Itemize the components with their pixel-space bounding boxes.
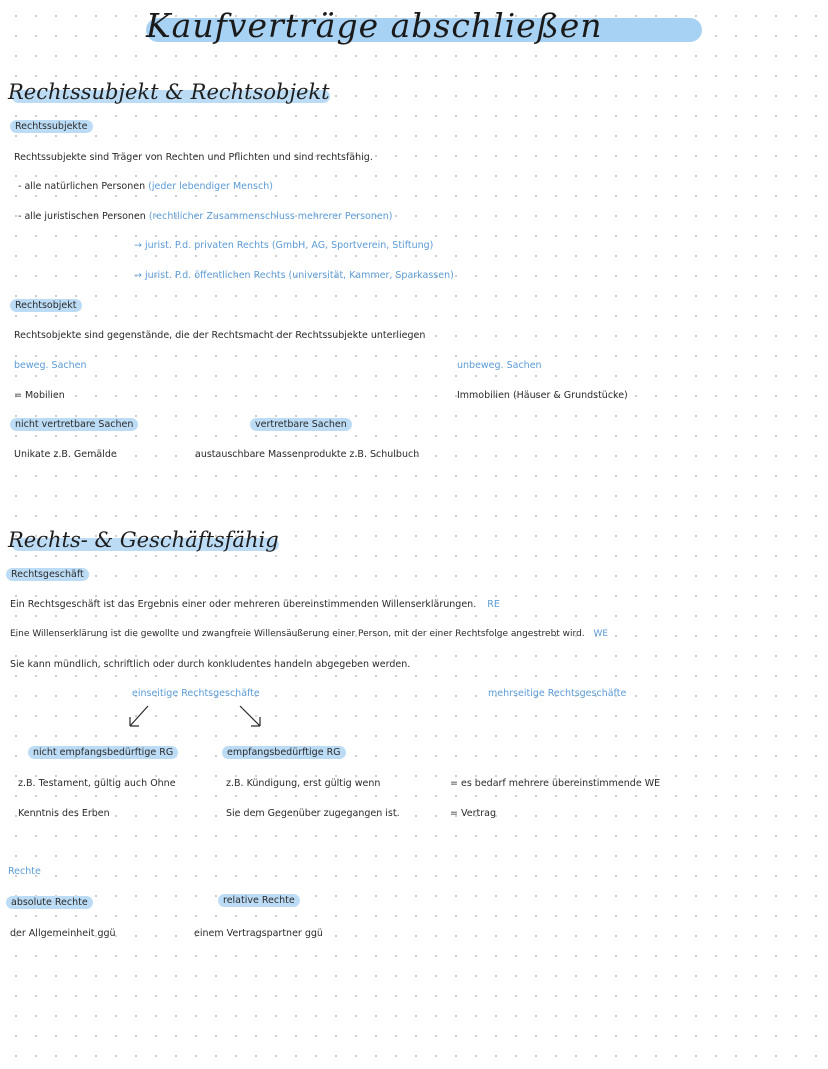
multilateral-example-1: = es bedarf mehrere übereinstimmende WE bbox=[450, 778, 661, 789]
movable-value: = Mobilien bbox=[14, 390, 65, 401]
declaration-definition: Eine Willenserklärung ist die gewollte und zwangfreie Willensäußerung einer Person, mit der einer Rechtsfolge angestrebt wird. WE bbox=[10, 629, 609, 639]
label-absolute-rights: absolute Rechte bbox=[6, 896, 93, 909]
non-fungible-example: Unikate z.B. Gemälde bbox=[14, 449, 117, 460]
label-relative-rights: relative Rechte bbox=[218, 894, 300, 907]
section-heading-rechtssubjekt: Rechtssubjekt & Rechtsobjekt bbox=[8, 80, 330, 104]
immovable-value: Immobilien (Häuser & Grundstücke) bbox=[457, 390, 628, 401]
section-heading-geschaeftsfaehig: Rechts- & Geschäftsfähig bbox=[8, 528, 279, 552]
relative-rights-example: einem Vertragspartner ggü bbox=[194, 928, 323, 939]
immovable-label: unbeweg. Sachen bbox=[457, 360, 542, 371]
receipt-example-1: z.B. Kündigung, erst gültig wenn bbox=[226, 778, 381, 789]
label-rechtssubjekte: Rechtssubjekte bbox=[10, 120, 93, 133]
unilateral-label: einseitige Rechtsgeschäfte bbox=[132, 688, 260, 699]
label-receipt: empfangsbedürftige RG bbox=[222, 746, 346, 759]
label-rechtsobjekt: Rechtsobjekt bbox=[10, 299, 82, 312]
movable-label: beweg. Sachen bbox=[14, 360, 87, 371]
receipt-example-2: Sie dem Gegenüber zugegangen ist. bbox=[226, 808, 400, 819]
rights-label: Rechte bbox=[8, 866, 41, 877]
transaction-definition: Ein Rechtsgeschäft ist das Ergebnis einer oder mehreren übereinstimmenden Willenserklärungen. RE bbox=[10, 599, 500, 610]
object-definition: Rechtsobjekte sind gegenstände, die der Rechtsmacht der Rechtssubjekte unterliegen bbox=[14, 330, 426, 341]
legal-persons: - alle juristischen Personen (rechtlicher Zusammenschluss mehrerer Personen) bbox=[18, 211, 393, 222]
natural-persons: - alle natürlichen Personen (jeder lebendiger Mensch) bbox=[18, 181, 273, 192]
label-fungible: vertretbare Sachen bbox=[250, 418, 352, 431]
non-receipt-example-1: z.B. Testament, gültig auch Ohne bbox=[18, 778, 176, 789]
page-title: Kaufverträge abschließen bbox=[146, 6, 702, 52]
fungible-example: austauschbare Massenprodukte z.B. Schulbuch bbox=[195, 449, 420, 460]
non-receipt-example-2: Kenntnis des Erben bbox=[18, 808, 110, 819]
declaration-forms: Sie kann mündlich, schriftlich oder durch konkludentes handeln abgegeben werden. bbox=[10, 659, 411, 670]
label-non-receipt: nicht empfangsbedürftige RG bbox=[28, 746, 178, 759]
multilateral-example-2: = Vertrag bbox=[450, 808, 496, 819]
subjects-definition: Rechtssubjekte sind Träger von Rechten und Pflichten und sind rechtsfähig. bbox=[14, 152, 373, 163]
public-law-persons: → jurist. P.d. öffentlichen Rechts (universität, Kammer, Sparkassen) bbox=[134, 270, 454, 281]
private-law-persons: → jurist. P.d. privaten Rechts (GmbH, AG, Sportverein, Stiftung) bbox=[134, 240, 434, 251]
label-non-fungible: nicht vertretbare Sachen bbox=[10, 418, 138, 431]
branch-arrows bbox=[120, 700, 280, 736]
label-rechtsgeschaeft: Rechtsgeschäft bbox=[6, 568, 89, 581]
absolute-rights-example: der Allgemeinheit ggü bbox=[10, 928, 116, 939]
multilateral-label: mehrseitige Rechtsgeschäfte bbox=[488, 688, 627, 699]
